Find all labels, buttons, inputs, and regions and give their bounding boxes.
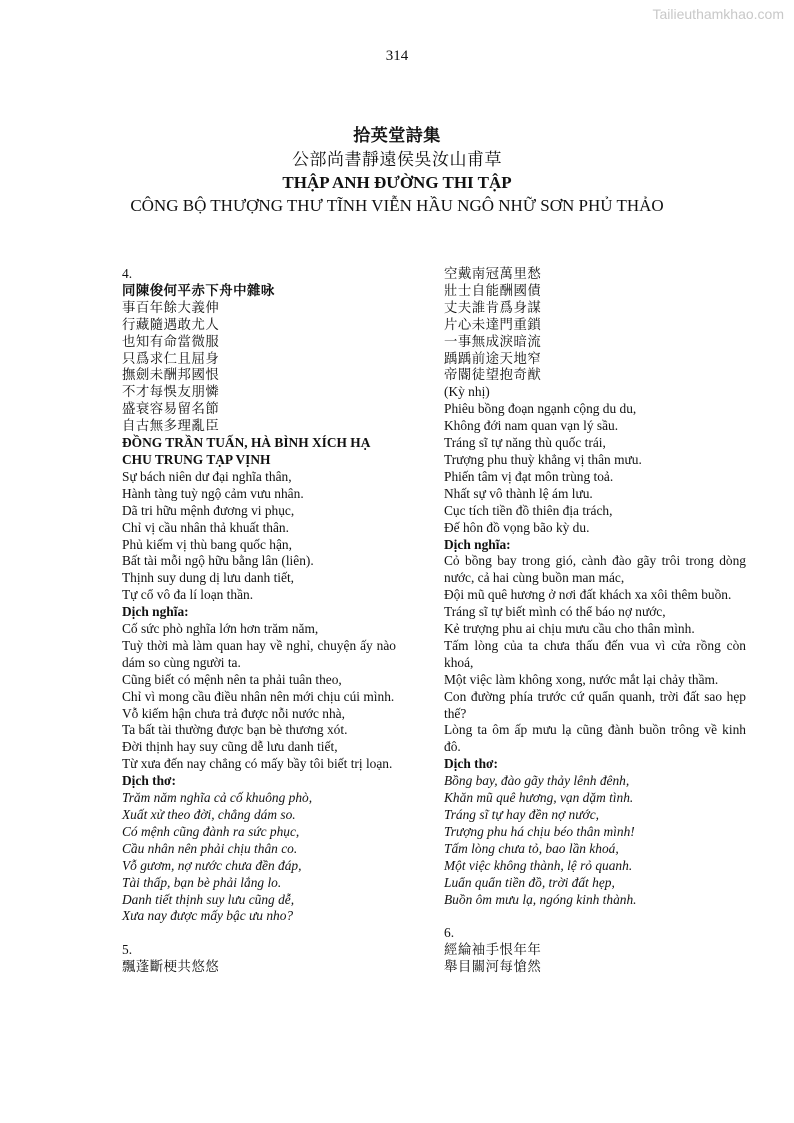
verse-line: Luẩn quẩn tiền đồ, trời đất hẹp, bbox=[444, 874, 615, 890]
poem-line: Tráng sĩ tự năng thù quốc trái, bbox=[444, 435, 606, 451]
poem-number: 5. bbox=[122, 942, 133, 958]
poem-line: 帝閽徒望抱奇猷 bbox=[444, 367, 542, 383]
watermark: Tailieuthamkhao.com bbox=[652, 6, 784, 22]
poem-line: 丈夫誰肯爲身謀 bbox=[444, 299, 542, 315]
translation-label: Dịch nghĩa: bbox=[122, 604, 189, 620]
chinese-subtitle: 公部尚書靜遠侯吳汝山甫草 bbox=[292, 150, 502, 169]
poem-line: 撫劍未酬邦國恨 bbox=[122, 367, 220, 383]
verse-line: Tráng sĩ tự hay đền nợ nước, bbox=[444, 807, 599, 822]
verse-line: Tấm lòng chưa tỏ, bao lần khoá, bbox=[444, 840, 619, 856]
translation-line: Một việc làm không xong, nước mắt lại chảy thầm. bbox=[444, 671, 719, 687]
verse-line: Danh tiết thịnh suy lưu cũng dễ, bbox=[122, 891, 295, 907]
verse-line: Xuất xử theo đời, chẳng dám so. bbox=[122, 807, 296, 822]
verse-line: Xưa nay được mấy bậc ưu nho? bbox=[122, 908, 294, 924]
verse-line: Bồng bay, đào gãy thảy lênh đênh, bbox=[444, 773, 630, 789]
poem-vietnamese-title: CHU TRUNG TẠP VỊNH bbox=[122, 451, 271, 467]
translation-line: Tấm lòng của ta chưa thấu đến vua vì cửa rồng còn khoá, bbox=[444, 637, 746, 670]
verse-line: Trượng phu há chịu béo thân mình! bbox=[444, 823, 635, 839]
translation-line: Cũng biết có mệnh nên ta phải tuân theo, bbox=[122, 671, 342, 687]
translation-line: Lòng ta ôm ấp mưu lạ cũng đành buồn trông về kinh đô. bbox=[444, 722, 746, 755]
poem-line: 片心未達門重鎖 bbox=[444, 316, 542, 332]
poem-line: 一事無成淚暗流 bbox=[444, 333, 542, 349]
poem-line: 不才每悞友朋憐 bbox=[122, 384, 220, 400]
verse-translation-label: Dịch thơ: bbox=[122, 773, 176, 789]
verse-translation bbox=[444, 773, 746, 908]
poem-line: 行藏隨遇敢尤人 bbox=[122, 316, 220, 332]
poem-line: Tự cổ vô đa lí loạn thần. bbox=[122, 587, 254, 603]
poem-number: 6. bbox=[444, 925, 455, 941]
translation-line: Đội mũ quê hương ở nơi đất khách xa xôi thêm buồn. bbox=[444, 587, 732, 603]
verse-line: Vỗ gươm, nợ nước chưa đền đáp, bbox=[122, 857, 302, 873]
poem-line: 自古無多理亂臣 bbox=[122, 418, 220, 434]
translation-line: Tuỳ thời mà làm quan hay về nghỉ, chuyện ấy nào dám so cùng người ta. bbox=[122, 637, 396, 670]
poem-line: Đế hôn đồ vọng bão kỳ du. bbox=[444, 519, 590, 535]
poem-transliteration bbox=[122, 469, 396, 604]
poem-note: (Kỳ nhị) bbox=[444, 384, 490, 400]
poem-vietnamese-title: ĐỒNG TRẦN TUẤN, HÀ BÌNH XÍCH HẠ bbox=[122, 435, 371, 451]
translation-line: Đời thịnh hay suy cũng dễ lưu danh tiết, bbox=[122, 739, 338, 755]
verse-translation bbox=[122, 790, 396, 925]
literal-translation bbox=[444, 553, 746, 756]
left-column bbox=[122, 266, 396, 976]
page-header bbox=[0, 124, 794, 218]
translation-label: Dịch nghĩa: bbox=[444, 536, 511, 552]
verse-line: Buồn ôm mưu lạ, ngóng kinh thành. bbox=[444, 891, 637, 907]
page-number: 314 bbox=[385, 48, 409, 64]
poem-line: 空戴南冠萬里愁 bbox=[444, 266, 542, 281]
translation-line: Kẻ trượng phu ai chịu mưu cầu cho thân mình. bbox=[444, 621, 695, 637]
verse-line: Có mệnh cũng đành ra sức phục, bbox=[122, 823, 300, 839]
poem-line: 盛衰容易留名節 bbox=[122, 401, 220, 417]
poem-line: Phiêu bồng đoạn ngạnh cộng du du, bbox=[444, 401, 637, 417]
verse-line: Trăm năm nghĩa cả cố khuông phò, bbox=[122, 790, 313, 806]
verse-line: Cầu nhân nên phải chịu thân co. bbox=[122, 840, 298, 856]
verse-line: Tài thấp, bạn bè phải lắng lo. bbox=[122, 874, 282, 890]
poem-line: Nhất sự vô thành lệ ám lưu. bbox=[444, 485, 593, 501]
translation-line: Tráng sĩ tự biết mình có thể báo nợ nước, bbox=[444, 604, 666, 620]
poem-line: Cục tích tiền đồ thiên địa trách, bbox=[444, 502, 613, 518]
verse-translation-label: Dịch thơ: bbox=[444, 756, 498, 772]
poem-line: Phủ kiếm vị thù bang quốc hận, bbox=[122, 536, 292, 552]
poem-transliteration bbox=[444, 401, 746, 536]
verse-line: Một việc không thành, lệ rỏ quanh. bbox=[444, 857, 633, 873]
poem-line: Bất tài mỗi ngộ hữu bằng lân (liên). bbox=[122, 553, 314, 569]
poem-chinese-text bbox=[122, 300, 396, 435]
translation-line: Từ xưa đến nay chẳng có mấy bầy tôi biết trị loạn. bbox=[122, 756, 393, 772]
translation-line: Vỗ kiếm hận chưa trả được nỗi nước nhà, bbox=[122, 705, 345, 721]
poem-line: Sự bách niên dư đại nghĩa thân, bbox=[122, 468, 292, 484]
poem-number: 4. bbox=[122, 266, 133, 281]
poem-line: Không đới nam quan vạn lý sầu. bbox=[444, 418, 619, 434]
translation-line: Con đường phía trước cứ quẩn quanh, trời đất sao hẹp thế? bbox=[444, 688, 746, 721]
poem-line: Hành tàng tuỳ ngộ cảm vưu nhân. bbox=[122, 485, 304, 501]
poem-line: Phiến tâm vị đạt môn trùng toả. bbox=[444, 468, 614, 484]
verse-line: Khăn mũ quê hương, vạn dặm tình. bbox=[444, 790, 634, 806]
spacer bbox=[444, 908, 746, 925]
literal-translation bbox=[122, 621, 396, 773]
vietnamese-title: THẬP ANH ĐƯỜNG THI TẬP bbox=[282, 173, 512, 192]
poem-line: Trượng phu thuỳ khẳng vị thân mưu. bbox=[444, 451, 642, 467]
poem-line: 事百年餘大義伸 bbox=[122, 299, 220, 315]
poem-line: 飄蓬斷梗共悠悠 bbox=[122, 959, 220, 975]
right-column bbox=[444, 266, 746, 976]
poem-chinese-text bbox=[444, 942, 746, 976]
poem-line: 壯士自能酬國債 bbox=[444, 282, 542, 298]
poem-line: 踽踽前途天地窄 bbox=[444, 350, 542, 366]
poem-line: 只爲求仁且屈身 bbox=[122, 350, 220, 366]
chinese-title: 拾英堂詩集 bbox=[353, 126, 441, 145]
spacer bbox=[122, 925, 396, 942]
poem-line: Dã tri hữu mệnh đương vi phục, bbox=[122, 502, 295, 518]
poem-line: Thịnh suy dung dị lưu danh tiết, bbox=[122, 570, 295, 586]
poem-line: 也知有命當微服 bbox=[122, 333, 220, 349]
translation-line: Cỏ bồng bay trong gió, cành đào gãy trôi trong dòng nước, cả hai cùng buồn man mác, bbox=[444, 553, 746, 586]
poem-chinese-title: 同陳俊何平赤下舟中雜咏 bbox=[122, 282, 275, 298]
vietnamese-subtitle: CÔNG BỘ THƯỢNG THƯ TĨNH VIỄN HẦU NGÔ NHỮ SƠN PHỦ THẢO bbox=[130, 196, 664, 215]
translation-line: Cố sức phò nghĩa lớn hơn trăm năm, bbox=[122, 621, 319, 637]
poem-line: Chỉ vị cầu nhân thả khuất thân. bbox=[122, 519, 289, 535]
translation-line: Ta bất tài thường được bạn bè thương xót. bbox=[122, 722, 348, 738]
poem-line: 經綸袖手恨年年 bbox=[444, 942, 542, 958]
poem-chinese-text bbox=[444, 266, 746, 384]
poem-line: 舉目關河每愴然 bbox=[444, 959, 542, 975]
translation-line: Chỉ vì mong cầu điều nhân nên mới chịu cúi mình. bbox=[122, 688, 395, 704]
